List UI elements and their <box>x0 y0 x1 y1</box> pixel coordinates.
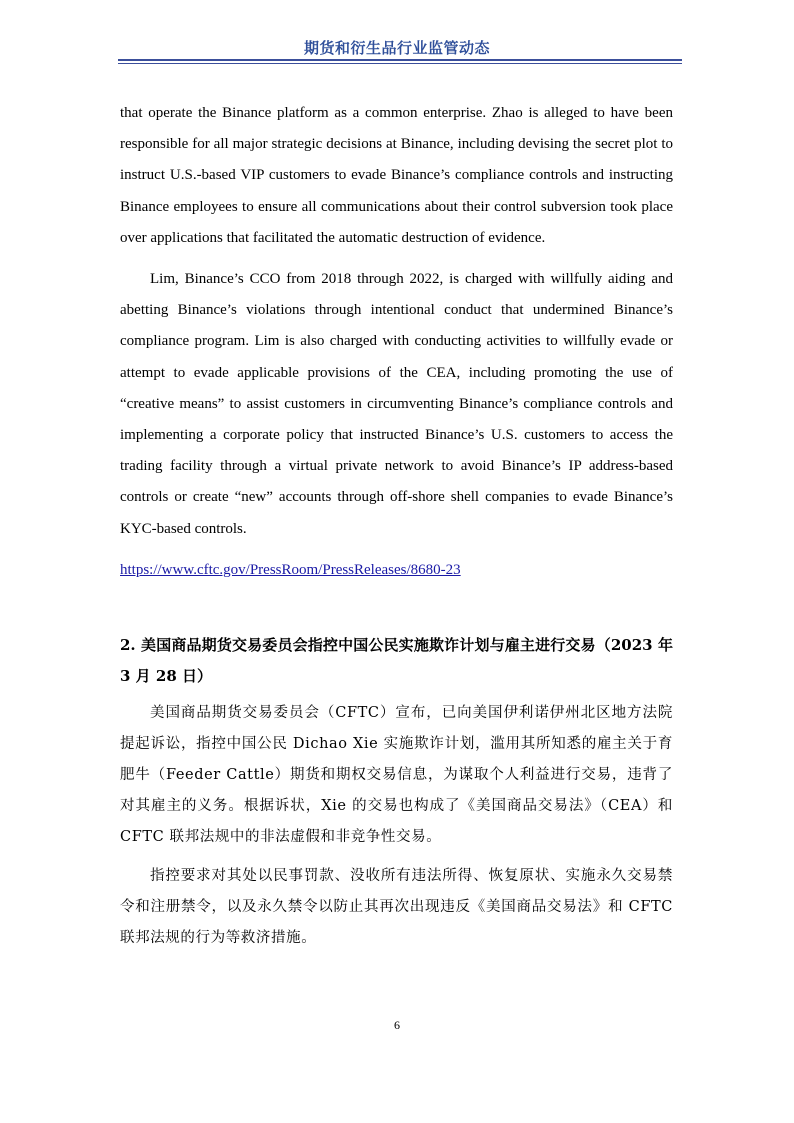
header-title: 期货和衍生品行业监管动态 <box>303 39 490 57</box>
paragraph-zhao: that operate the Binance platform as a common enterprise. Zhao is alleged to have been responsible for all major strategic decisions at Binance, including devising the secret plot to instruct U.S.-based VIP customers to evade Binance’s compliance controls and instructing Binance employees to ensure all communications about their control subversion took place over applications that facilitated the automatic destruction of evidence. <box>120 105 673 246</box>
header-rule-thin <box>118 63 682 64</box>
page-number: 6 <box>394 1018 400 1032</box>
header-rule-thick <box>118 59 682 61</box>
section-paragraph-2: 指控要求对其处以民事罚款、没收所有违法所得、恢复原状、实施永久交易禁令和注册禁令，以及永久禁令以防止其再次出现违反《美国商品交易法》和 CFTC 联邦法规的行为等救济措施。 <box>120 867 673 946</box>
paragraph-lim: Lim, Binance’s CCO from 2018 through 2022, is charged with willfully aiding and abetting Binance’s violations through intentional conduct that undermined Binance’s compliance program. Lim is also charged with conducting activities to willfully evade or attempt to evade applicable provisions of the CEA, including promoting the use of “creative means” to assist customers in circumventing Binance’s compliance controls and implementing a corporate policy that instructed Binance’s U.S. customers to access the trading facility through a virtual private network to avoid Binance’s IP address-based controls or create “new” accounts through off-shore shell companies to evade Binance’s KYC-based controls. <box>120 271 673 537</box>
section-heading: 2. 美国商品期货交易委员会指控中国公民实施欺诈计划与雇主进行交易（2023 年 3 月 28 日） <box>120 635 673 685</box>
press-release-link[interactable]: https://www.cftc.gov/PressRoom/PressReleases/8680-23 <box>120 561 461 578</box>
section-paragraph-1: 美国商品期货交易委员会（CFTC）宣布，已向美国伊利诺伊州北区地方法院提起诉讼，指控中国公民 Dichao Xie 实施欺诈计划，滥用其所知悉的雇主关于育肥牛（Feeder Cattle）期货和期权交易信息，为谋取个人利益进行交易，违背了对其雇主的义务。根据诉状，Xie 的交易也构成了《美国商品交易法》（CEA）和 CFTC 联邦法规中的非法虚假和非竞争性交易。 <box>120 704 673 845</box>
page-content <box>120 98 673 954</box>
